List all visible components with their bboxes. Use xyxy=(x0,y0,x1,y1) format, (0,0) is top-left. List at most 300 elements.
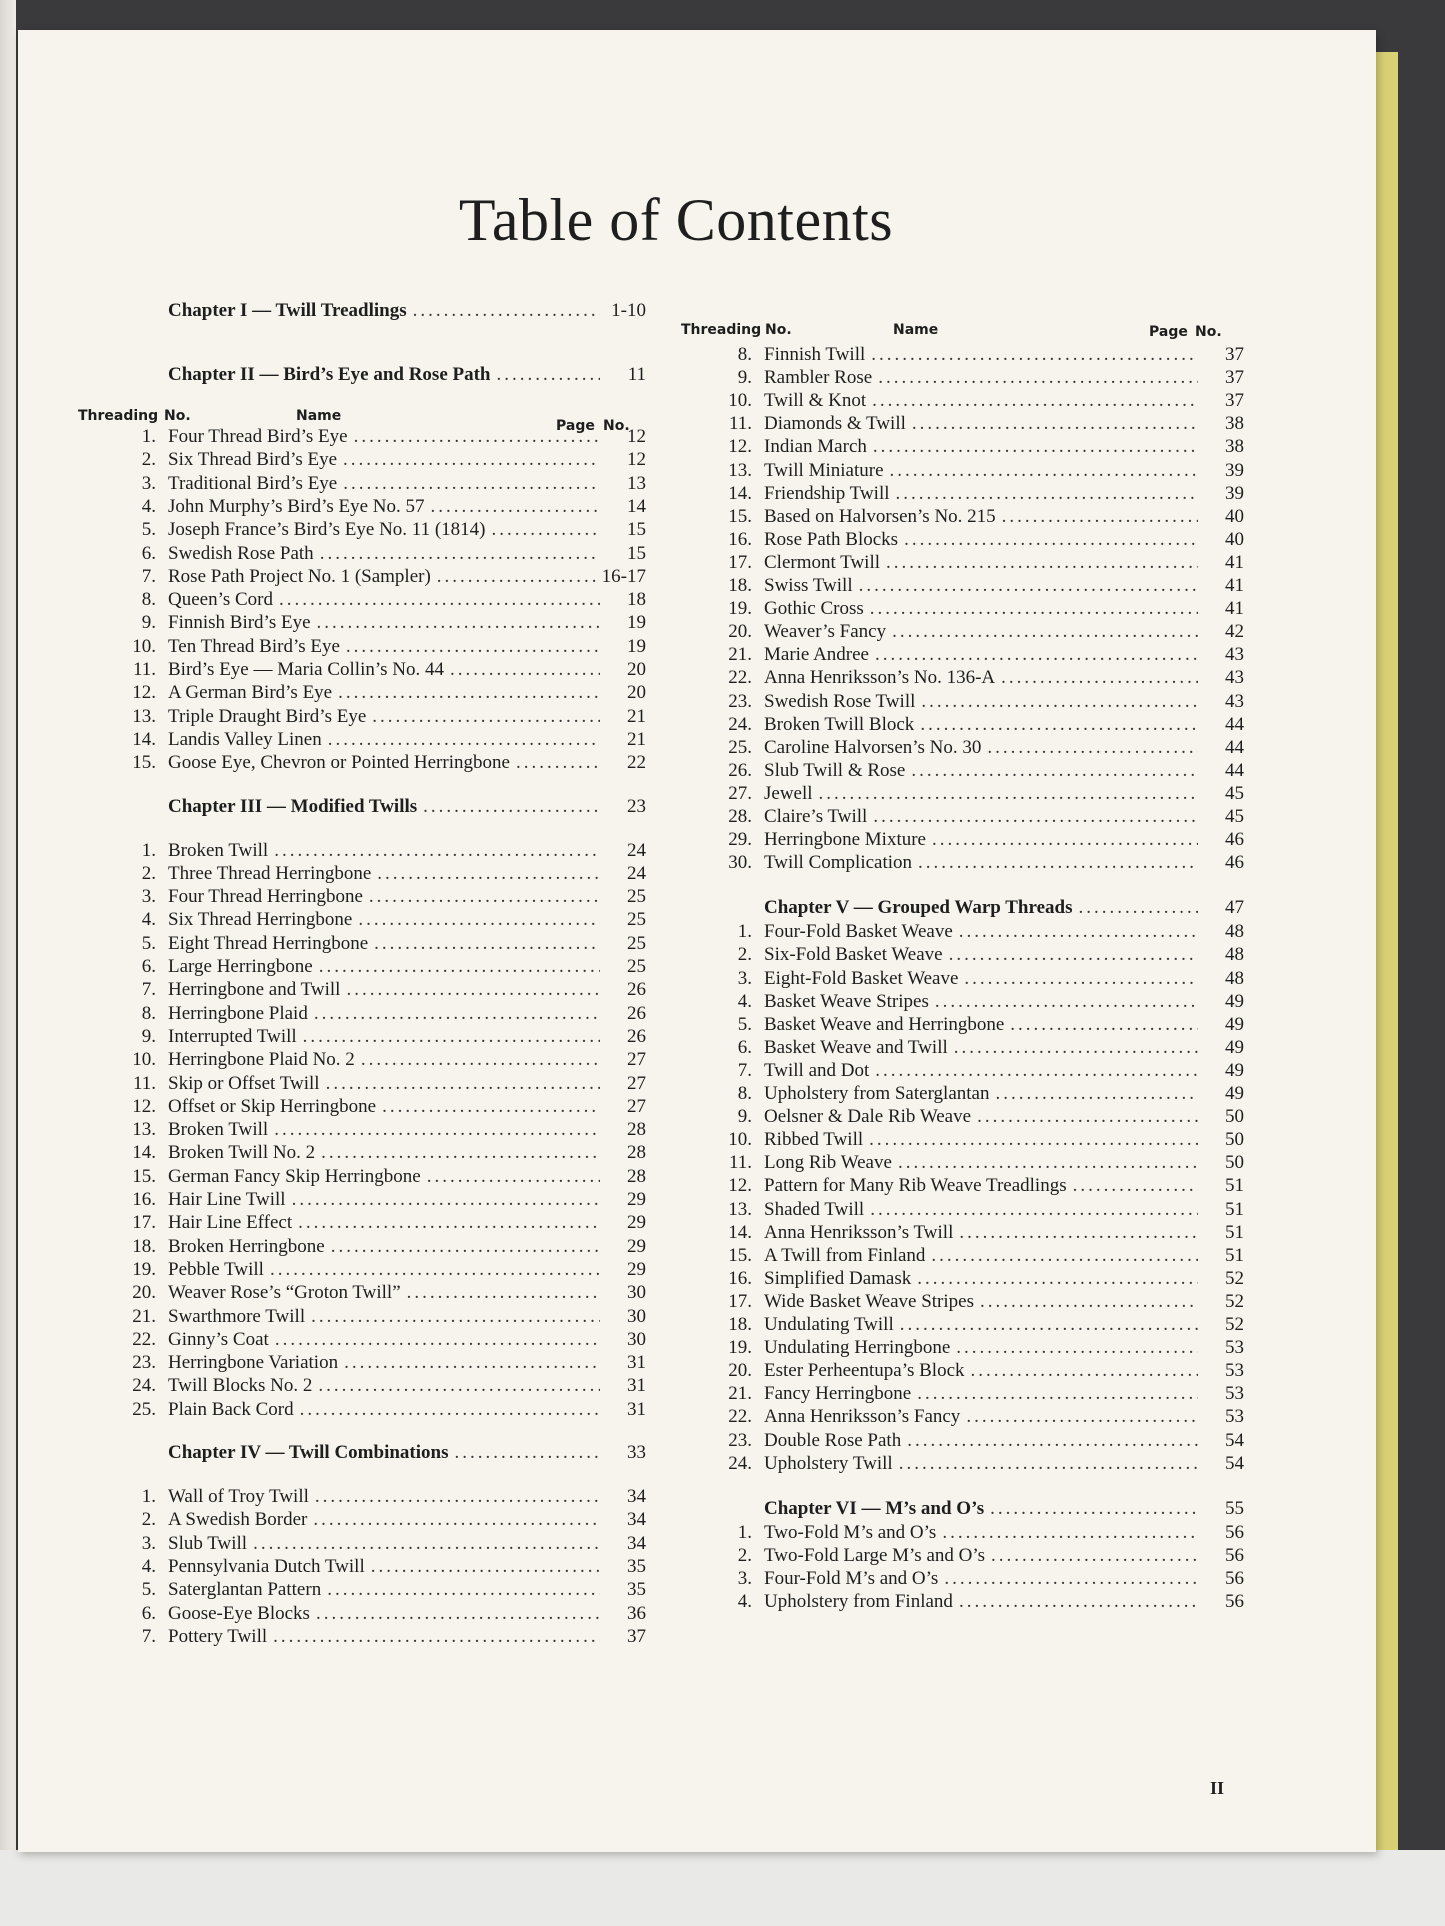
entry-page: 49 xyxy=(1225,1036,1244,1058)
dot-leader xyxy=(917,1268,1198,1290)
entry-page: 31 xyxy=(627,1352,646,1374)
dot-leader xyxy=(346,979,600,1001)
entry-name: Pattern for Many Rib Weave Treadlings xyxy=(764,1175,1067,1197)
toc-entry xyxy=(128,886,646,910)
toc-entry xyxy=(724,829,1244,853)
entry-name: Herringbone Plaid xyxy=(168,1002,308,1024)
dot-leader xyxy=(361,1049,600,1071)
toc-entry xyxy=(128,1236,646,1260)
entry-page: 40 xyxy=(1225,505,1244,527)
entry-name: Swedish Rose Path xyxy=(168,542,314,564)
entry-name: Three Thread Herringbone xyxy=(168,862,372,884)
entry-name: Slub Twill & Rose xyxy=(764,759,906,781)
dot-leader xyxy=(1073,1175,1198,1197)
toc-entry xyxy=(128,519,646,543)
toc-entry xyxy=(128,589,646,613)
toc-entry xyxy=(724,644,1244,668)
entry-name: Undulating Twill xyxy=(764,1314,894,1335)
entry-name: Broken Herringbone xyxy=(168,1235,325,1257)
entry-name: Ester Perheentupa’s Block xyxy=(764,1360,965,1382)
entry-number: 21. xyxy=(728,644,752,666)
entry-name: Basket Weave Stripes xyxy=(764,990,929,1012)
toc-entry xyxy=(128,682,646,706)
toc-entry xyxy=(724,1591,1244,1615)
entry-name: Jewell xyxy=(764,782,813,804)
toc-entry xyxy=(724,1014,1244,1038)
entry-number: 3. xyxy=(141,472,156,494)
entry-page: 20 xyxy=(627,659,646,680)
entry-number: 22. xyxy=(728,1406,752,1428)
entry-name: A German Bird’s Eye xyxy=(168,682,333,704)
entry-number: 22. xyxy=(728,667,752,689)
entry-number: 9. xyxy=(737,1106,752,1128)
entry-name: Hair Line Effect xyxy=(168,1212,293,1234)
dot-leader xyxy=(932,829,1198,851)
entry-page: 50 xyxy=(1225,1152,1244,1174)
toc-entry xyxy=(128,659,646,683)
dot-leader xyxy=(1010,1014,1198,1036)
entry-number: 17. xyxy=(728,1290,752,1312)
toc-entry xyxy=(128,706,646,730)
entry-number: 12. xyxy=(132,1095,156,1117)
entry-number: 20. xyxy=(132,1282,156,1304)
dot-leader xyxy=(331,1236,600,1258)
entry-page: 26 xyxy=(627,979,646,1001)
dot-leader xyxy=(311,1306,600,1328)
entry-number: 7. xyxy=(737,1059,752,1081)
entry-page: 27 xyxy=(627,1072,646,1094)
entry-page: 41 xyxy=(1225,598,1244,620)
entry-name: Undulating Herringbone xyxy=(764,1337,951,1359)
entry-name: Saterglantan Pattern xyxy=(168,1579,322,1601)
entry-name: Indian March xyxy=(764,436,867,458)
entry-page: 46 xyxy=(1225,829,1244,851)
chapter-entry xyxy=(128,1442,646,1466)
toc-entry xyxy=(128,1306,646,1330)
dot-leader xyxy=(991,1545,1198,1567)
entry-number: 13. xyxy=(132,1119,156,1141)
entry-number: 13. xyxy=(728,459,752,481)
toc-entry xyxy=(724,344,1244,368)
entry-page: 34 xyxy=(627,1486,646,1507)
entry-page: 44 xyxy=(1225,759,1244,781)
entry-name: Anna Henriksson’s Fancy xyxy=(764,1406,961,1428)
dot-leader xyxy=(313,1509,600,1531)
entry-name: Plain Back Cord xyxy=(168,1398,294,1420)
entry-name: Basket Weave and Herringbone xyxy=(764,1013,1005,1035)
dot-leader xyxy=(886,552,1198,574)
dot-leader xyxy=(892,621,1198,643)
dot-leader xyxy=(437,566,596,588)
entry-number: 9. xyxy=(737,367,752,389)
entry-page: 44 xyxy=(1225,736,1244,758)
dot-leader xyxy=(900,1314,1198,1336)
dot-leader xyxy=(971,1360,1198,1382)
entry-name: Hair Line Twill xyxy=(168,1189,286,1210)
entry-number: 4. xyxy=(141,1555,156,1577)
entry-name: Four Thread Herringbone xyxy=(168,886,363,908)
toc-entry xyxy=(128,909,646,933)
dot-leader xyxy=(873,806,1198,828)
entry-number: 29. xyxy=(728,829,752,851)
entry-number: 5. xyxy=(737,1013,752,1035)
dot-leader xyxy=(300,1399,600,1421)
page-title: Table of Contents xyxy=(458,187,894,253)
toc-entry xyxy=(724,944,1244,968)
entry-page: 28 xyxy=(627,1142,646,1164)
dot-leader xyxy=(898,1152,1198,1174)
entry-page: 15 xyxy=(627,542,646,564)
entry-page: 49 xyxy=(1225,1013,1244,1035)
dot-leader xyxy=(954,1037,1198,1059)
entry-number: 11. xyxy=(132,659,156,680)
dot-leader xyxy=(516,752,600,774)
entry-page: 22 xyxy=(627,752,646,774)
entry-number: 22. xyxy=(132,1328,156,1350)
entry-page: 51 xyxy=(1225,1175,1244,1197)
entry-page: 25 xyxy=(627,909,646,931)
dot-leader xyxy=(274,1119,600,1141)
dot-leader xyxy=(298,1212,600,1234)
dot-leader xyxy=(869,1129,1198,1151)
header-name: Name xyxy=(296,408,342,424)
entry-page: 12 xyxy=(627,426,646,447)
toc-entry xyxy=(724,806,1244,830)
entry-name: Four-Fold M’s and O’s xyxy=(764,1567,939,1589)
entry-number: 1. xyxy=(141,839,156,861)
toc-entry xyxy=(724,1245,1244,1269)
entry-page: 54 xyxy=(1225,1429,1244,1451)
entry-name: Herringbone and Twill xyxy=(168,979,341,1001)
toc-entry xyxy=(724,1106,1244,1130)
entry-number: 10. xyxy=(132,635,156,657)
toc-entry xyxy=(128,956,646,980)
entry-name: Six Thread Bird’s Eye xyxy=(168,449,338,471)
entry-name: Interrupted Twill xyxy=(168,1025,297,1047)
entry-number: 23. xyxy=(728,1429,752,1451)
entry-name: Swedish Rose Twill xyxy=(764,690,916,712)
entry-page: 31 xyxy=(627,1375,646,1397)
entry-number: 2. xyxy=(737,1544,752,1566)
entry-page: 14 xyxy=(627,495,646,517)
toc-entry xyxy=(724,760,1244,784)
entry-page: 13 xyxy=(627,472,646,494)
entry-name: Herringbone Mixture xyxy=(764,829,926,851)
entry-number: 7. xyxy=(141,565,156,587)
entry-page: 16-17 xyxy=(601,565,646,587)
entry-name: Bird’s Eye — Maria Collin’s No. 44 xyxy=(168,659,445,680)
dot-leader xyxy=(454,1442,600,1464)
entry-page: 52 xyxy=(1225,1267,1244,1289)
entry-name: Four Thread Bird’s Eye xyxy=(168,426,348,447)
entry-name: Twill Blocks No. 2 xyxy=(168,1375,313,1397)
page-folio: II xyxy=(1210,1778,1225,1798)
entry-number: 8. xyxy=(141,1002,156,1024)
toc-entry xyxy=(724,506,1244,530)
toc-entry xyxy=(724,991,1244,1015)
toc-entry xyxy=(724,968,1244,992)
entry-name: Ribbed Twill xyxy=(764,1129,864,1151)
entry-name: Marie Andree xyxy=(764,644,869,666)
entry-page: 37 xyxy=(1225,367,1244,389)
entry-page: 29 xyxy=(627,1235,646,1257)
entry-page: 25 xyxy=(627,956,646,977)
entry-page: 37 xyxy=(1225,344,1244,365)
entry-page: 47 xyxy=(1225,897,1244,919)
toc-entry xyxy=(128,449,646,473)
dot-leader xyxy=(344,1352,600,1374)
entry-name: Eight-Fold Basket Weave xyxy=(764,967,959,989)
entry-name: Rose Path Project No. 1 (Sampler) xyxy=(168,565,431,587)
entry-page: 49 xyxy=(1225,1083,1244,1104)
toc-entry xyxy=(724,1129,1244,1153)
entry-number: 25. xyxy=(132,1398,156,1420)
entry-page: 56 xyxy=(1225,1567,1244,1589)
dot-leader xyxy=(431,496,601,518)
dot-leader xyxy=(966,1406,1198,1428)
dot-leader xyxy=(964,968,1198,990)
entry-number: 3. xyxy=(737,967,752,989)
entry-name: Simplified Damask xyxy=(764,1267,912,1289)
entry-number: 18. xyxy=(132,1235,156,1257)
dot-leader xyxy=(959,1591,1198,1613)
dot-leader xyxy=(949,944,1198,966)
entry-number: 1. xyxy=(737,921,752,943)
entry-page: 37 xyxy=(1225,390,1244,412)
entry-page: 44 xyxy=(1225,713,1244,735)
dot-leader xyxy=(315,1486,600,1508)
entry-name: Shaded Twill xyxy=(764,1198,865,1220)
dot-leader xyxy=(382,1096,600,1118)
entry-name: Claire’s Twill xyxy=(764,806,868,827)
toc-entry xyxy=(128,1096,646,1120)
dot-leader xyxy=(358,909,600,931)
dot-leader xyxy=(371,1556,600,1578)
dot-leader xyxy=(274,840,600,862)
entry-name: Caroline Halvorsen’s No. 30 xyxy=(764,736,982,758)
dot-leader xyxy=(904,529,1198,551)
entry-number: 15. xyxy=(728,1244,752,1266)
toc-entry xyxy=(128,1189,646,1213)
toc-entry xyxy=(724,737,1244,761)
entry-number: 15. xyxy=(132,752,156,774)
toc-entry xyxy=(128,840,646,864)
dot-leader xyxy=(977,1106,1198,1128)
entry-name: Large Herringbone xyxy=(168,956,313,977)
entry-name: Herringbone Plaid No. 2 xyxy=(168,1049,355,1071)
entry-name: Finnish Bird’s Eye xyxy=(168,612,311,634)
entry-page: 27 xyxy=(627,1049,646,1071)
entry-page: 46 xyxy=(1225,852,1244,874)
entry-page: 45 xyxy=(1225,782,1244,804)
toc-entry xyxy=(128,1603,646,1627)
entry-name: Traditional Bird’s Eye xyxy=(168,472,338,494)
toc-entry xyxy=(128,1026,646,1050)
dot-leader xyxy=(343,449,600,471)
entry-page: 53 xyxy=(1225,1337,1244,1359)
entry-name: Chapter II — Bird’s Eye and Rose Path xyxy=(168,364,491,385)
entry-page: 28 xyxy=(627,1165,646,1187)
entry-page: 53 xyxy=(1225,1383,1244,1405)
header-no: No. xyxy=(765,322,792,338)
toc-entry xyxy=(724,1199,1244,1223)
entry-page: 52 xyxy=(1225,1290,1244,1312)
entry-number: 11. xyxy=(728,413,752,435)
entry-name: Anna Henriksson’s No. 136-A xyxy=(764,667,996,689)
entry-number: 10. xyxy=(728,390,752,412)
entry-page: 54 xyxy=(1225,1452,1244,1474)
entry-page: 30 xyxy=(627,1328,646,1350)
dot-leader xyxy=(275,1329,600,1351)
entry-page: 19 xyxy=(627,635,646,657)
toc-entry xyxy=(128,863,646,887)
entry-name: Twill and Dot xyxy=(764,1059,870,1081)
entry-number: 15. xyxy=(728,505,752,527)
dot-leader xyxy=(1002,506,1198,528)
dot-leader xyxy=(959,1222,1198,1244)
entry-number: 11. xyxy=(728,1152,752,1174)
entry-page: 11 xyxy=(627,364,646,385)
entry-name: Long Rib Weave xyxy=(764,1152,892,1174)
chapter-entry xyxy=(128,364,646,388)
entry-number: 3. xyxy=(141,1532,156,1554)
entry-page: 41 xyxy=(1225,551,1244,573)
toc-entry xyxy=(128,496,646,520)
entry-name: Goose Eye, Chevron or Pointed Herringbone xyxy=(168,752,510,774)
entry-number: 1. xyxy=(737,1521,752,1543)
dot-leader xyxy=(875,644,1198,666)
toc-entry xyxy=(724,714,1244,738)
toc-entry xyxy=(724,1083,1244,1107)
entry-page: 38 xyxy=(1225,436,1244,458)
entry-page: 50 xyxy=(1225,1106,1244,1128)
entry-page: 39 xyxy=(1225,482,1244,504)
entry-number: 23. xyxy=(728,690,752,712)
toc-entry xyxy=(724,852,1244,876)
toc-entry xyxy=(724,1152,1244,1176)
entry-number: 13. xyxy=(728,1198,752,1220)
entry-page: 18 xyxy=(627,589,646,611)
dot-leader xyxy=(873,436,1198,458)
entry-page: 51 xyxy=(1225,1198,1244,1220)
entry-name: A Twill from Finland xyxy=(764,1244,926,1266)
toc-entry xyxy=(724,1545,1244,1569)
entry-name: Slub Twill xyxy=(168,1532,248,1554)
entry-page: 43 xyxy=(1225,690,1244,712)
entry-name: Broken Twill Block xyxy=(764,713,915,735)
entry-page: 21 xyxy=(627,728,646,750)
entry-number: 26. xyxy=(728,759,752,781)
entry-number: 3. xyxy=(737,1567,752,1589)
entry-name: Finnish Twill xyxy=(764,344,866,365)
entry-page: 25 xyxy=(627,886,646,908)
entry-name: Six-Fold Basket Weave xyxy=(764,944,943,966)
dot-leader xyxy=(912,413,1198,435)
entry-number: 16. xyxy=(728,1267,752,1289)
entry-number: 4. xyxy=(141,495,156,517)
chapter-entry xyxy=(724,1498,1244,1522)
entry-name: Triple Draught Bird’s Eye xyxy=(168,705,367,727)
dot-leader xyxy=(407,1282,600,1304)
entry-page: 53 xyxy=(1225,1406,1244,1428)
toc-entry xyxy=(128,426,646,450)
entry-number: 13. xyxy=(132,705,156,727)
entry-number: 20. xyxy=(728,1360,752,1382)
entry-page: 56 xyxy=(1225,1521,1244,1543)
dot-leader xyxy=(917,1383,1198,1405)
entry-page: 19 xyxy=(627,612,646,634)
toc-entry xyxy=(128,729,646,753)
dot-leader xyxy=(870,1199,1198,1221)
entry-number: 12. xyxy=(132,682,156,704)
toc-entry xyxy=(128,933,646,957)
entry-number: 2. xyxy=(141,862,156,884)
entry-number: 11. xyxy=(132,1072,156,1094)
toc-entry xyxy=(128,1533,646,1557)
toc-entry xyxy=(724,1360,1244,1384)
toc-entry xyxy=(724,621,1244,645)
toc-entry xyxy=(128,1375,646,1399)
entry-page: 36 xyxy=(627,1602,646,1624)
dot-leader xyxy=(317,612,600,634)
entry-page: 51 xyxy=(1225,1244,1244,1266)
toc-entry xyxy=(724,1314,1244,1338)
entry-number: 8. xyxy=(737,1083,752,1104)
entry-page: 33 xyxy=(627,1442,646,1463)
entry-page: 35 xyxy=(627,1579,646,1601)
entry-name: Goose-Eye Blocks xyxy=(168,1602,310,1624)
dot-leader xyxy=(1078,897,1198,919)
entry-name: Queen’s Cord xyxy=(168,589,274,611)
toc-entry xyxy=(724,1222,1244,1246)
toc-entry xyxy=(724,921,1244,945)
entry-page: 48 xyxy=(1225,921,1244,943)
toc-entry xyxy=(724,1383,1244,1407)
entry-number: 20. xyxy=(728,621,752,643)
toc-entry xyxy=(724,1060,1244,1084)
entry-page: 12 xyxy=(627,449,646,471)
dot-leader xyxy=(956,1337,1198,1359)
dot-leader xyxy=(372,706,600,728)
dot-leader xyxy=(875,1060,1198,1082)
entry-page: 39 xyxy=(1225,459,1244,481)
toc-entry xyxy=(128,1073,646,1097)
entry-name: Chapter V — Grouped Warp Threads xyxy=(764,897,1073,919)
toc-entry xyxy=(128,1509,646,1533)
header-page: Page xyxy=(1149,324,1188,340)
entry-name: Offset or Skip Herringbone xyxy=(168,1095,377,1117)
entry-number: 6. xyxy=(141,1602,156,1624)
entry-page: 24 xyxy=(627,862,646,884)
toc-entry xyxy=(724,598,1244,622)
toc-entry xyxy=(128,1399,646,1423)
toc-entry xyxy=(724,413,1244,437)
entry-number: 28. xyxy=(728,806,752,827)
dot-leader xyxy=(316,1603,600,1625)
dot-leader xyxy=(921,691,1198,713)
entry-name: Four-Fold Basket Weave xyxy=(764,921,953,943)
entry-page: 30 xyxy=(627,1305,646,1327)
dot-leader xyxy=(870,598,1198,620)
entry-number: 30. xyxy=(728,852,752,874)
toc-entry xyxy=(128,1329,646,1353)
document-page xyxy=(18,30,1376,1852)
entry-number: 10. xyxy=(132,1049,156,1071)
entry-page: 43 xyxy=(1225,667,1244,689)
dot-leader xyxy=(890,460,1198,482)
entry-name: Pottery Twill xyxy=(168,1625,268,1647)
dot-leader xyxy=(871,344,1198,366)
